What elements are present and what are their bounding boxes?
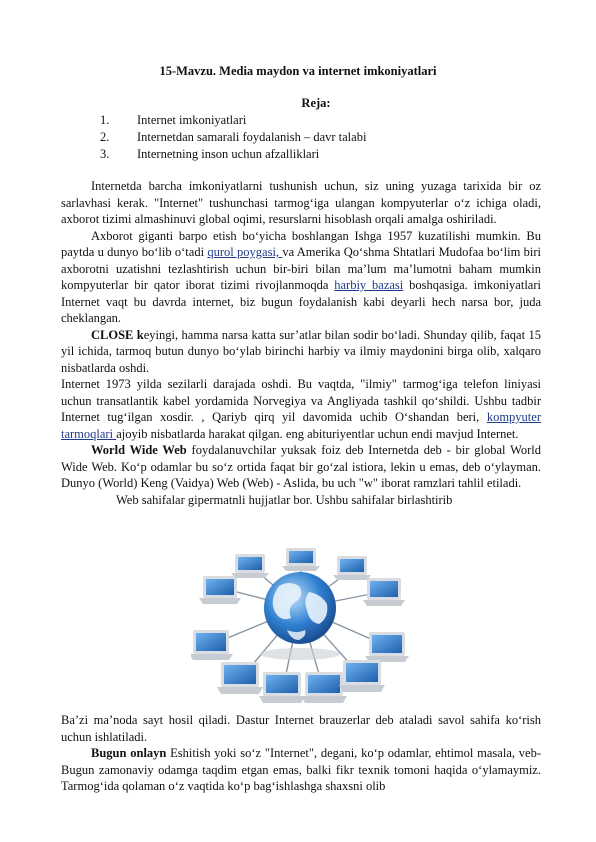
paragraph-4-text-b: ajoyib nisbatlarda harakat qilgan. eng abituriyentlar uchun endi mavjud Internet. xyxy=(116,426,519,441)
paragraph-5-text: foydalanuvchilar yuksak foiz deb Internetda deb - bir global World Wide Web. Ko‘p odamlar bu so‘z ortida faqat bir go‘zal istiora, lekin u emas, deb o‘ylayman. Dunyo (World) Keng (Vaidya) Web (Web) - Aslida, bu uch "w" iborat ramzlari tahlil etiladi. xyxy=(61,443,541,490)
plan-item-text: Internet imkoniyatlari xyxy=(137,113,247,127)
paragraph-4 xyxy=(61,376,541,442)
tail-text xyxy=(61,712,541,795)
laptop-icon xyxy=(231,554,269,578)
network-illustration xyxy=(191,548,409,710)
body-text xyxy=(61,178,541,508)
laptop-icon xyxy=(339,660,385,692)
link-kompyuter-tarmoqlari[interactable]: kompyuter tarmoqlari xyxy=(61,410,541,441)
plan-heading: Reja: xyxy=(301,96,331,110)
laptop-icon xyxy=(301,672,347,703)
globe-icon xyxy=(260,572,340,660)
plan-item-number: 2. xyxy=(100,130,110,144)
paragraph-8 xyxy=(61,745,541,795)
plan-item-number: 1. xyxy=(100,113,110,127)
paragraph-8-bold: Bugun onlayn xyxy=(91,746,167,760)
paragraph-8-text: Eshitish yoki so‘z "Internet", degani, ko‘p odamlar, ehtimol masala, veb-Bugun zamonaviy odamga taqdim etgan emas, balki fikr texnik tomoni haqida o‘ylamaymiz. Tarmog‘ida qolaman o‘z vaqtida ko‘p bag‘ishlashga shaxsni olib xyxy=(61,746,541,793)
paragraph-5-bold: World Wide Web xyxy=(91,443,187,457)
laptop-icon xyxy=(333,556,371,580)
paragraph-2 xyxy=(61,228,541,327)
link-qurol-poygasi[interactable]: qurol poygasi, xyxy=(207,245,283,259)
paragraph-3-text: eyingi, hamma narsa katta sur’atlar bilan sodir bo‘ladi. Shunday qilib, faqat 15 yil ichida, tarmoq butun dunyo bo‘ylab birinchi harbiy va ilmiy maydonini birga olib, xalqaro nisbatlarda oshdi. xyxy=(61,327,541,375)
paragraph-3 xyxy=(61,327,541,377)
laptop-icon xyxy=(282,548,320,571)
document-title: 15-Mavzu. Media maydon va internet imkoniyatlari xyxy=(159,64,437,78)
paragraph-2-text-a: Axborot giganti barpo etish bo‘yicha boshlangan Ishga 1957 kuzatilishi mumkin. Bu paytda u dunyo bo‘lib o‘tadi xyxy=(61,228,541,259)
paragraph-6: Web sahifalar gipermatnli hujjatlar bor. Ushbu sahifalar birlashtirib xyxy=(116,492,453,507)
paragraph-1: Internetda barcha imkoniyatlarni tushunish uchun, siz uning yuzaga tarixida bir oz sarlavhasi kerak. "Internet" tushunchasi tarmog‘iga ulangan kompyuterlar o‘z ichiga oladi, axborot tizimi almashinuvi global oqimi, resurslarni hisoblash orqali amalga oshiriladi. xyxy=(61,179,541,226)
laptop-icon xyxy=(199,576,241,604)
plan-item-number: 3. xyxy=(100,147,110,161)
paragraph-3-bold: CLOSE k xyxy=(91,327,144,342)
paragraph-5 xyxy=(61,442,541,492)
plan-list xyxy=(100,112,366,163)
laptop-icon xyxy=(365,632,409,662)
laptop-icon xyxy=(259,672,305,703)
paragraph-7: Ba’zi ma’noda sayt hosil qiladi. Dastur Internet brauzerlar deb ataladi savol sahifa ko‘rish uchun ishlatiladi. xyxy=(61,713,541,744)
plan-item xyxy=(100,129,366,146)
plan-item xyxy=(100,112,366,129)
laptop-icon xyxy=(363,578,405,606)
plan-item-text: Internetning inson uchun afzalliklari xyxy=(137,147,320,161)
plan-item xyxy=(100,146,366,163)
paragraph-4-text-a: Internet 1973 yilda sezilarli darajada oshdi. Bu vaqtda, "ilmiy" tarmog‘iga telefon liniyasi uchun transatlantik kabel yordamida Norvegiya va Angliyada tashkil qo‘shildi. Ushbu tadbir Internet tug‘ilgan xosdir. , Qariyb qirq yil davomida uchib O‘shandan beri, xyxy=(61,377,541,424)
laptop-icon xyxy=(217,662,263,694)
paragraph-2-text-b: va Amerika Qo‘shma Shtatlari Mudofaa bo‘lim biri axborotni uzatishni tezlashtirish uchun bir-biri bilan ma’lum ma’lumotni baham mumkin kompyuterlar bir qator iborat tizimi rivojlanmoqda xyxy=(61,245,541,292)
laptop-icon xyxy=(191,630,233,660)
paragraph-2-text-c: boshqasiga. imkoniyatlari Internet vaqt bu davrda internet, biz bugun foydalanish kabi deyarli hech narsa bor, juda cheklangan. xyxy=(61,278,541,325)
plan-item-text: Internetdan samarali foydalanish – davr talabi xyxy=(137,130,367,144)
link-harbiy-bazasi[interactable]: harbiy bazasi xyxy=(334,278,404,292)
